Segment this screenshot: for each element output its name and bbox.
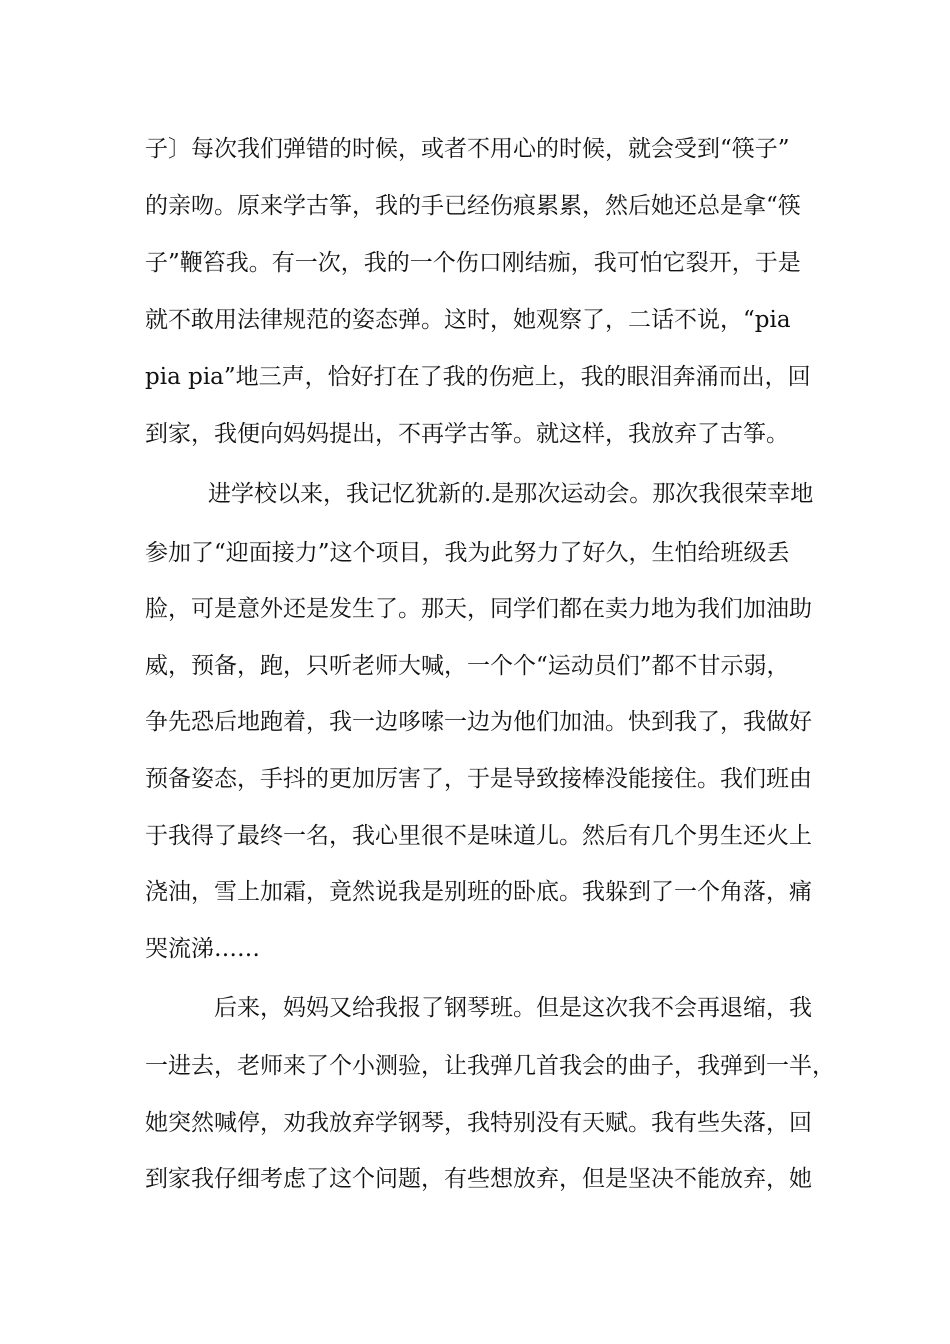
paragraph-1-line-4: 就不敢用法律规范的姿态弹。这时，她观察了，二话不说，“pia [145,307,791,333]
paragraph-2-line-9: 哭流涕…… [145,936,260,962]
paragraph-1-line-5: pia pia”地三声，恰好打在了我的伤疤上，我的眼泪奔涌而出，回 [145,364,811,390]
paragraph-3-line-4: 到家我仔细考虑了这个问题，有些想放弃，但是坚决不能放弃，她 [145,1166,812,1192]
paragraph-2-line-8: 浇油，雪上加霜，竟然说我是别班的卧底。我躲到了一个角落，痛 [145,879,812,905]
paragraph-1-line-6: 到家，我便向妈妈提出，不再学古筝。就这样，我放弃了古筝。 [145,421,789,447]
paragraph-2-line-4: 威，预备，跑，只听老师大喊，一个个“运动员们”都不甘示弱， [145,653,790,679]
paragraph-2-line-2: 参加了“迎面接力”这个项目，我为此努力了好久，生怕给班级丢 [145,540,790,566]
paragraph-2-line-3: 脸，可是意外还是发生了。那天，同学们都在卖力地为我们加油助 [145,596,812,622]
paragraph-3-line-1: 后来，妈妈又给我报了钢琴班。但是这次我不会再退缩，我 [214,995,812,1021]
paragraph-1-line-3: 子”鞭笞我。有一次，我的一个伤口刚结痂，我可怕它裂开，于是 [145,250,801,276]
paragraph-2-line-1: 进学校以来，我记忆犹新的.是那次运动会。那次我很荣幸地 [208,481,814,507]
paragraph-1-line-2: 的亲吻。原来学古筝，我的手已经伤痕累累，然后她还总是拿“筷 [145,193,801,219]
paragraph-2-line-7: 于我得了最终一名，我心里很不是味道儿。然后有几个男生还火上 [145,823,812,849]
paragraph-3-line-2: 一进去，老师来了个小测验，让我弹几首我会的曲子，我弹到一半， [145,1053,835,1079]
paragraph-1-line-1: 子〕每次我们弹错的时候，或者不用心的时候，就会受到“筷子” [145,136,790,162]
paragraph-2-line-6: 预备姿态，手抖的更加厉害了，于是导致接棒没能接住。我们班由 [145,766,812,792]
paragraph-3-line-3: 她突然喊停，劝我放弃学钢琴，我特别没有天赋。我有些失落，回 [145,1110,812,1136]
paragraph-2-line-5: 争先恐后地跑着，我一边哆嗦一边为他们加油。快到我了，我做好 [145,709,812,735]
